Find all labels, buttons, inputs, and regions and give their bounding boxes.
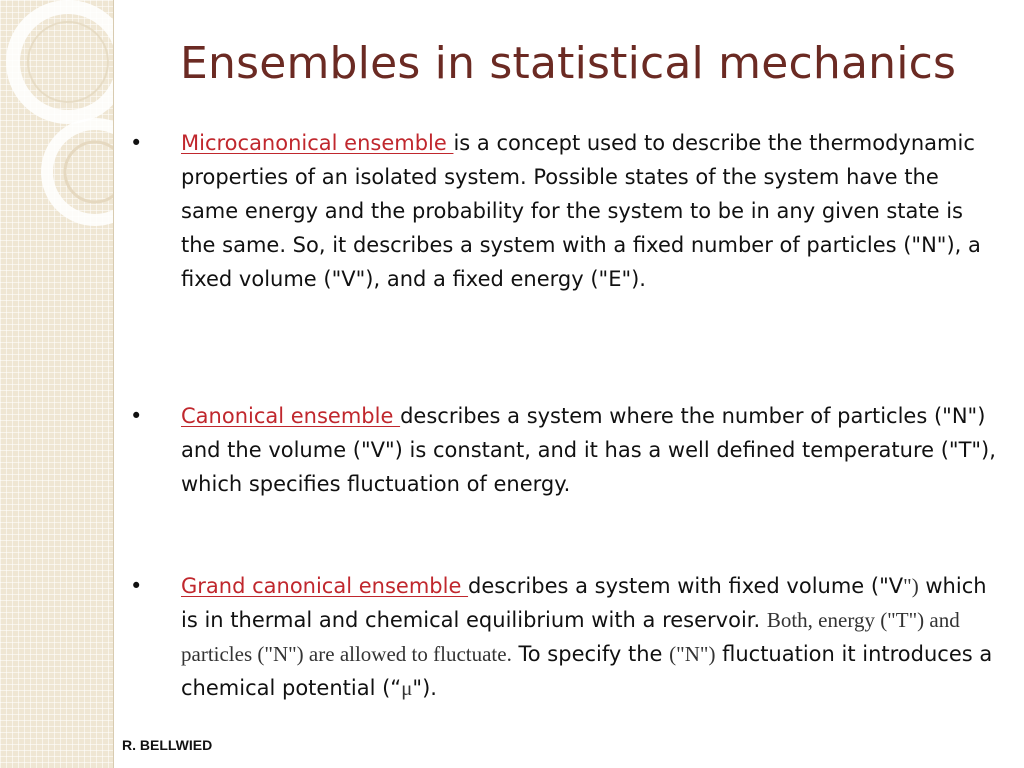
- bullet-description-part: fluctuation it introduces a chemical potential (“: [181, 642, 993, 700]
- bullet-description-part: To specify the: [511, 642, 670, 666]
- bullet-description-part: describes a system with fixed volume ("V: [468, 574, 904, 598]
- bullet-description-part: which is in thermal and chemical equilibrium with a reservoir.: [181, 574, 987, 632]
- bullet-grand-canonical: [130, 569, 1000, 705]
- bullet-text: [181, 126, 1000, 296]
- bullet-description-serif-part: Both, energy ("T") and particles ("N") are allowed to fluctuate.: [181, 608, 960, 666]
- bullet-text: [181, 399, 1000, 501]
- bullet-description: describes a system where the number of particles ("N") and the volume ("V") is constant, and it has a well defined temperature ("T"), which specifies fluctuation of energy.: [181, 404, 996, 496]
- term-link-canonical[interactable]: Canonical ensemble: [181, 404, 401, 428]
- bullet-description-serif-part: ("N"): [669, 642, 716, 666]
- bullet-description-serif-part: "): [903, 574, 919, 598]
- decorative-rings-graphic: [0, 0, 113, 768]
- bullet-description: is a concept used to describe the thermodynamic properties of an isolated system. Possible states of the system have the same energy and the probability for the system to be in any given state is the same. So, it describes a system with a fixed number of particles ("N"), a fixed volume ("V"), and a fixed energy ("E").: [181, 131, 981, 291]
- author-footer: R. BELLWIED: [122, 737, 213, 753]
- bullet-text: [181, 569, 1000, 705]
- chemical-potential-symbol: μ: [401, 676, 413, 700]
- bullet-description-part: ").: [412, 676, 437, 700]
- decorative-sidebar: [0, 0, 114, 768]
- bullet-marker: •: [130, 131, 143, 155]
- term-link-grand-canonical[interactable]: Grand canonical ensemble: [181, 574, 469, 598]
- slide-title: Ensembles in statistical mechanics: [180, 38, 957, 89]
- bullet-microcanonical: [130, 126, 1000, 296]
- bullet-canonical: [130, 399, 1000, 501]
- bullet-marker: •: [130, 574, 143, 598]
- term-link-microcanonical[interactable]: Microcanonical ensemble: [181, 131, 454, 155]
- bullet-marker: •: [130, 404, 143, 428]
